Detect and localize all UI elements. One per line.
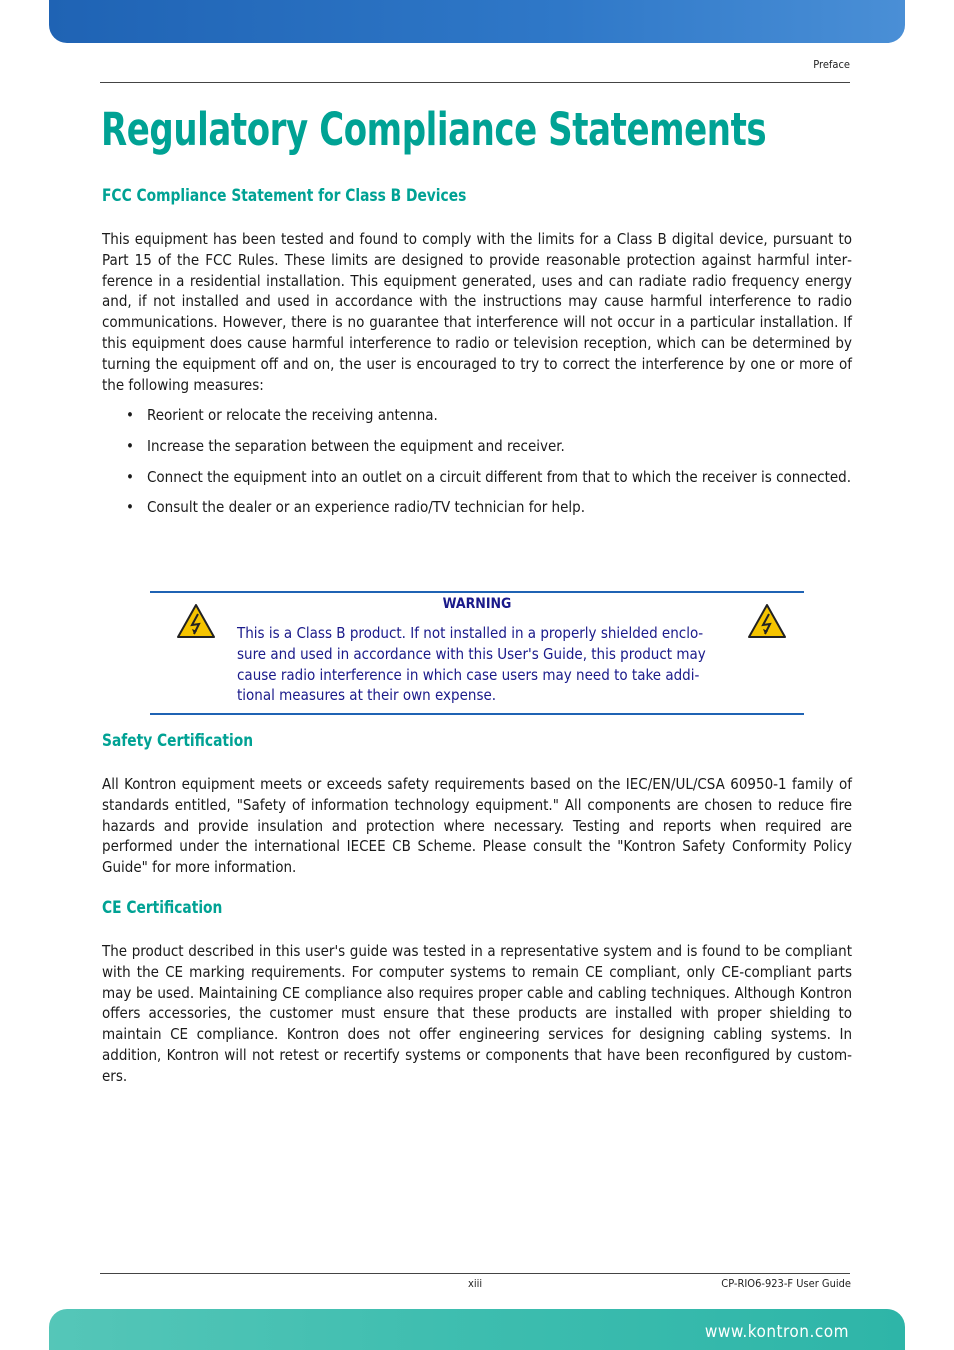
fcc-measures-list bbox=[102, 405, 852, 528]
safety-heading: Safety Certification bbox=[102, 731, 254, 750]
warning-text: This is a Class B product. If not installed in a properly shielded enclosure and used in accordance with this User's Guide, this product may cause radio interference in which case users may need to take additional measures at their own expense. bbox=[237, 624, 706, 705]
fcc-heading: FCC Compliance Statement for Class B Devices bbox=[102, 186, 467, 205]
header-section-label: Preface bbox=[813, 58, 850, 71]
high-voltage-warning-icon bbox=[176, 603, 216, 639]
list-item: • Increase the separation between the equipment and receiver. bbox=[102, 436, 852, 457]
fcc-paragraph: This equipment has been tested and found to comply with the limits for a Class B digital device, pursuant to Part 15 of the FCC Rules. These limits are designed to provide reasonable protection against harmful interference in a residential installation. This equipment generated, uses and can radiate radio frequency energy and, if not installed and used in accordance with the instructions may cause harmful interference to radio communications. However, there is no guarantee that interference will not occur in a particular installation. If this equipment does cause harmful interference to radio or television reception, which can be determined by turning the equipment off and on, the user is encouraged to try to correct the interference by one or more of the following measures: bbox=[102, 230, 852, 394]
list-item: • Reorient or relocate the receiving antenna. bbox=[102, 405, 852, 426]
ce-paragraph: The product described in this user's guide was tested in a representative system and is found to be compliant with the CE marking requirements. For computer systems to remain CE compliant, only CE-compliant parts may be used. Maintaining CE compliance also requires proper cable and cabling techniques. Although Kontron offers accessories, the customer must ensure that these products are installed with proper shielding to maintain CE compliance. Kontron does not offer engineering services for designing cabling systems. In addition, Kontron will not retest or recertify systems or components that have been reconfigured by customers. bbox=[102, 942, 852, 1085]
list-item: • Consult the dealer or an experience radio/TV technician for help. bbox=[102, 497, 852, 518]
warning-box bbox=[150, 591, 804, 715]
page-title: Regulatory Compliance Statements bbox=[101, 103, 767, 156]
bottom-banner bbox=[49, 1309, 905, 1350]
high-voltage-warning-icon bbox=[747, 603, 787, 639]
top-banner bbox=[49, 0, 905, 43]
page-number: xiii bbox=[468, 1277, 483, 1290]
website-link[interactable]: www.kontron.com bbox=[704, 1322, 849, 1342]
list-item: • Connect the equipment into an outlet on a circuit different from that to which the receiver is connected. bbox=[102, 467, 852, 488]
ce-heading: CE Certification bbox=[102, 898, 223, 917]
warning-title: WARNING bbox=[442, 596, 512, 612]
footer-rule bbox=[100, 1273, 850, 1274]
safety-paragraph: All Kontron equipment meets or exceeds safety requirements based on the IEC/EN/UL/CSA 60950-1 family of standards entitled, "Safety of information technology equipment." All components are chosen to reduce fire hazards and provide insulation and protection where necessary. Testing and reports when required are performed under the international IECEE CB Scheme. Please consult the "Kontron Safety Conformity Policy Guide" for more information. bbox=[102, 775, 852, 877]
document-name: CP-RIO6-923-F User Guide bbox=[721, 1277, 851, 1290]
header-rule bbox=[100, 82, 850, 83]
